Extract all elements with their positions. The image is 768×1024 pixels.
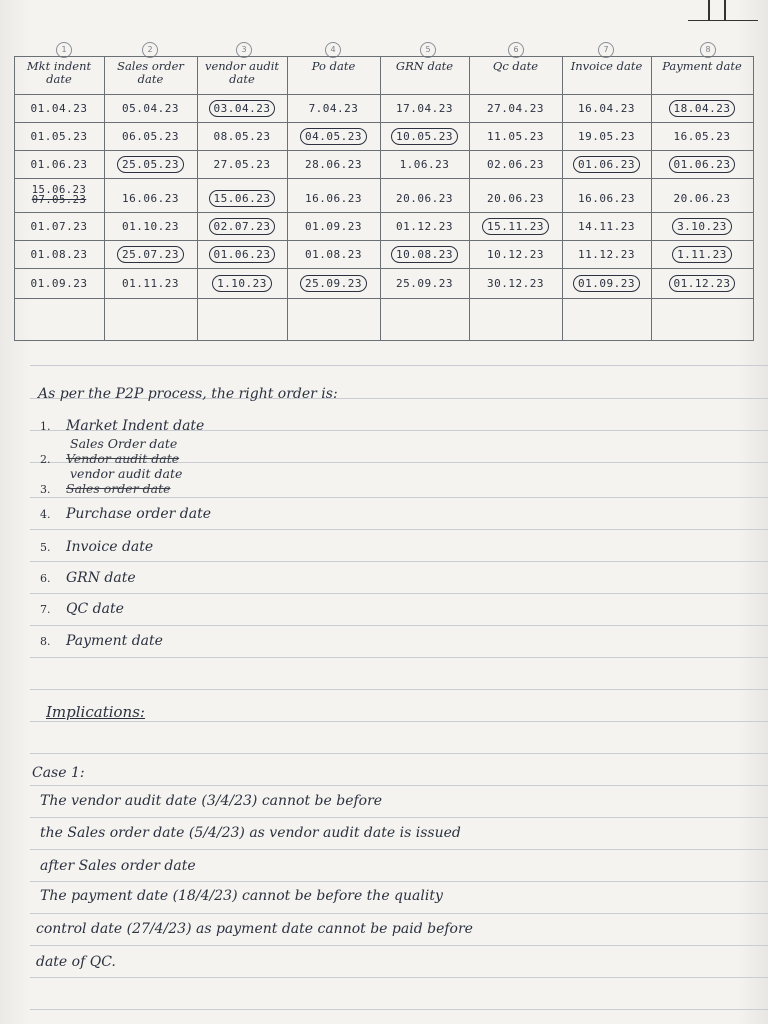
table-cell: 20.06.23 — [396, 192, 453, 205]
order-text: Sales Order date — [70, 436, 178, 451]
implication-line: after Sales order date — [40, 858, 196, 874]
ruled-line — [30, 529, 768, 530]
ruled-line — [30, 785, 768, 786]
table-cell: 06.05.23 — [122, 130, 179, 143]
header-qc-date: Qc date — [492, 59, 539, 73]
table-cell: 16.06.23 — [122, 192, 179, 205]
table-cell: 05.04.23 — [122, 102, 179, 115]
ruled-line — [30, 849, 768, 850]
table-cell: 11.12.23 — [578, 248, 635, 261]
table-cell: 20.06.23 — [673, 192, 731, 205]
table-cell-circled: 3.10.23 — [651, 216, 753, 238]
table-cell-circled: 1.10.23 — [197, 273, 287, 295]
table-cell-circled: 25.07.23 — [104, 244, 197, 266]
column-number: 1 — [56, 42, 72, 58]
table-cell-circled: 01.12.23 — [651, 273, 753, 295]
order-number: 8. — [40, 635, 51, 648]
order-text: vendor audit date — [70, 466, 183, 481]
order-item — [40, 633, 163, 649]
table-cell: 01.05.23 — [30, 130, 88, 143]
table-cell-circled: 15.06.23 — [197, 188, 287, 210]
table-cell: 11.05.23 — [487, 130, 544, 143]
implication-line: The vendor audit date (3/4/23) cannot be before — [40, 793, 383, 809]
table-cell: 19.05.23 — [578, 130, 635, 143]
ruled-line — [30, 593, 768, 594]
table-cell-circled: 25.05.23 — [104, 154, 197, 176]
implications-heading: Implications: — [46, 703, 145, 721]
table-cell: 01.11.23 — [122, 277, 179, 290]
table-cell: 16.06.23 — [578, 192, 635, 205]
order-number: 4. — [40, 508, 51, 521]
table-cell-circled: 01.06.23 — [562, 154, 651, 176]
ruled-line — [30, 625, 768, 626]
column-number: 7 — [598, 42, 614, 58]
table-cell-circled: 02.07.23 — [197, 216, 287, 238]
table-cell: 02.06.23 — [487, 158, 544, 171]
table-cell-circled: 04.05.23 — [287, 126, 380, 148]
table-cell: 01.09.23 — [30, 277, 88, 290]
table-cell: 01.10.23 — [122, 220, 179, 233]
order-text: Purchase order date — [66, 506, 211, 522]
column-number: 4 — [325, 42, 341, 58]
header-mkt-indent-date: Mkt indent date — [26, 59, 92, 86]
table-cell: 01.07.23 — [30, 220, 88, 233]
ruled-line — [30, 977, 768, 978]
ruled-line — [30, 365, 768, 366]
struck-text: Sales order date — [66, 481, 171, 496]
ruled-line — [30, 721, 768, 722]
column-number: 6 — [508, 42, 524, 58]
implication-line: the Sales order date (5/4/23) as vendor audit date is issued — [40, 825, 461, 841]
ruled-line — [30, 657, 768, 658]
order-number: 7. — [40, 603, 51, 616]
table-cell-circled: 10.05.23 — [380, 126, 469, 148]
column-number: 2 — [142, 42, 158, 58]
column-number: 5 — [420, 42, 436, 58]
order-item — [40, 539, 153, 555]
order-number: 1. — [40, 420, 51, 433]
table-cell: 17.04.23 — [396, 102, 453, 115]
ruled-line — [30, 753, 768, 754]
table-cell: 08.05.23 — [213, 130, 271, 143]
order-item — [40, 506, 211, 522]
ruled-line — [30, 881, 768, 882]
order-item — [40, 451, 179, 466]
table-cell: 27.04.23 — [487, 102, 544, 115]
table-cell: 28.06.23 — [305, 158, 362, 171]
order-number: 6. — [40, 572, 51, 585]
ruled-line — [30, 689, 768, 690]
order-text: Payment date — [66, 633, 163, 649]
table-cell: 01.06.23 — [30, 158, 88, 171]
table-cell-circled: 18.04.23 — [651, 98, 753, 120]
order-text: GRN date — [66, 570, 136, 586]
struck-value: 07.05.23 — [31, 194, 87, 206]
order-number: 3. — [40, 483, 51, 496]
order-item — [40, 418, 204, 434]
table-cell: 7.04.23 — [308, 102, 359, 115]
table-cell: 14.11.23 — [578, 220, 635, 233]
order-number: 2. — [40, 453, 51, 466]
process-intro: As per the P2P process, the right order is: — [38, 386, 338, 402]
header-payment-date: Payment date — [662, 59, 742, 73]
ruled-line — [30, 1009, 768, 1010]
struck-text: Vendor audit date — [66, 451, 180, 466]
dates-table — [14, 56, 754, 341]
table-cell: 1.06.23 — [399, 158, 450, 171]
table-cell: 16.04.23 — [578, 102, 635, 115]
table-cell-circled: 1.11.23 — [651, 244, 753, 266]
table-cell: 30.12.23 — [487, 277, 544, 290]
order-text: QC date — [66, 601, 124, 617]
header-grn-date: GRN date — [395, 59, 454, 73]
table-cell-circled: 03.04.23 — [197, 98, 287, 120]
header-invoice-date: Invoice date — [570, 59, 643, 73]
implication-line: date of QC. — [36, 954, 116, 970]
header-sales-order-date: Sales order date — [117, 59, 184, 86]
table-cell: 01.08.23 — [305, 248, 362, 261]
ruled-line — [30, 817, 768, 818]
table-cell: 01.04.23 — [30, 102, 88, 115]
order-item — [40, 570, 136, 586]
table-cell-corrected — [14, 184, 104, 207]
case-heading: Case 1: — [32, 765, 85, 781]
table-cell: 27.05.23 — [213, 158, 271, 171]
header-po-date: Po date — [311, 59, 356, 73]
table-cell-circled: 01.06.23 — [651, 154, 753, 176]
column-number: 8 — [700, 42, 716, 58]
ruled-line — [30, 913, 768, 914]
table-cell-circled: 01.06.23 — [197, 244, 287, 266]
table-cell: 01.09.23 — [305, 220, 362, 233]
table-cell-circled: 25.09.23 — [287, 273, 380, 295]
table-cell: 16.05.23 — [673, 130, 731, 143]
ruled-line — [30, 945, 768, 946]
table-cell-circled: 15.11.23 — [469, 216, 562, 238]
table-cell-value: 15.06.23 — [31, 184, 87, 196]
implication-line: The payment date (18/4/23) cannot be before the quality — [40, 888, 443, 904]
table-cell: 25.09.23 — [396, 277, 453, 290]
order-item — [40, 481, 171, 496]
order-text: Invoice date — [66, 539, 154, 555]
column-number: 3 — [236, 42, 252, 58]
implication-line: control date (27/4/23) as payment date cannot be paid before — [36, 921, 473, 937]
order-text: Market Indent date — [66, 418, 205, 434]
corner-mark — [688, 0, 758, 21]
ruled-line — [30, 561, 768, 562]
order-item — [40, 601, 124, 617]
table-cell-circled: 10.08.23 — [380, 244, 469, 266]
table-cell: 10.12.23 — [487, 248, 544, 261]
order-number: 5. — [40, 541, 51, 554]
table-cell: 01.12.23 — [396, 220, 453, 233]
ruled-line — [30, 497, 768, 498]
table-cell-circled: 01.09.23 — [562, 273, 651, 295]
table-cell: 20.06.23 — [487, 192, 544, 205]
header-vendor-audit-date: vendor audit date — [204, 59, 280, 86]
table-cell: 16.06.23 — [305, 192, 362, 205]
table-cell: 01.08.23 — [30, 248, 88, 261]
